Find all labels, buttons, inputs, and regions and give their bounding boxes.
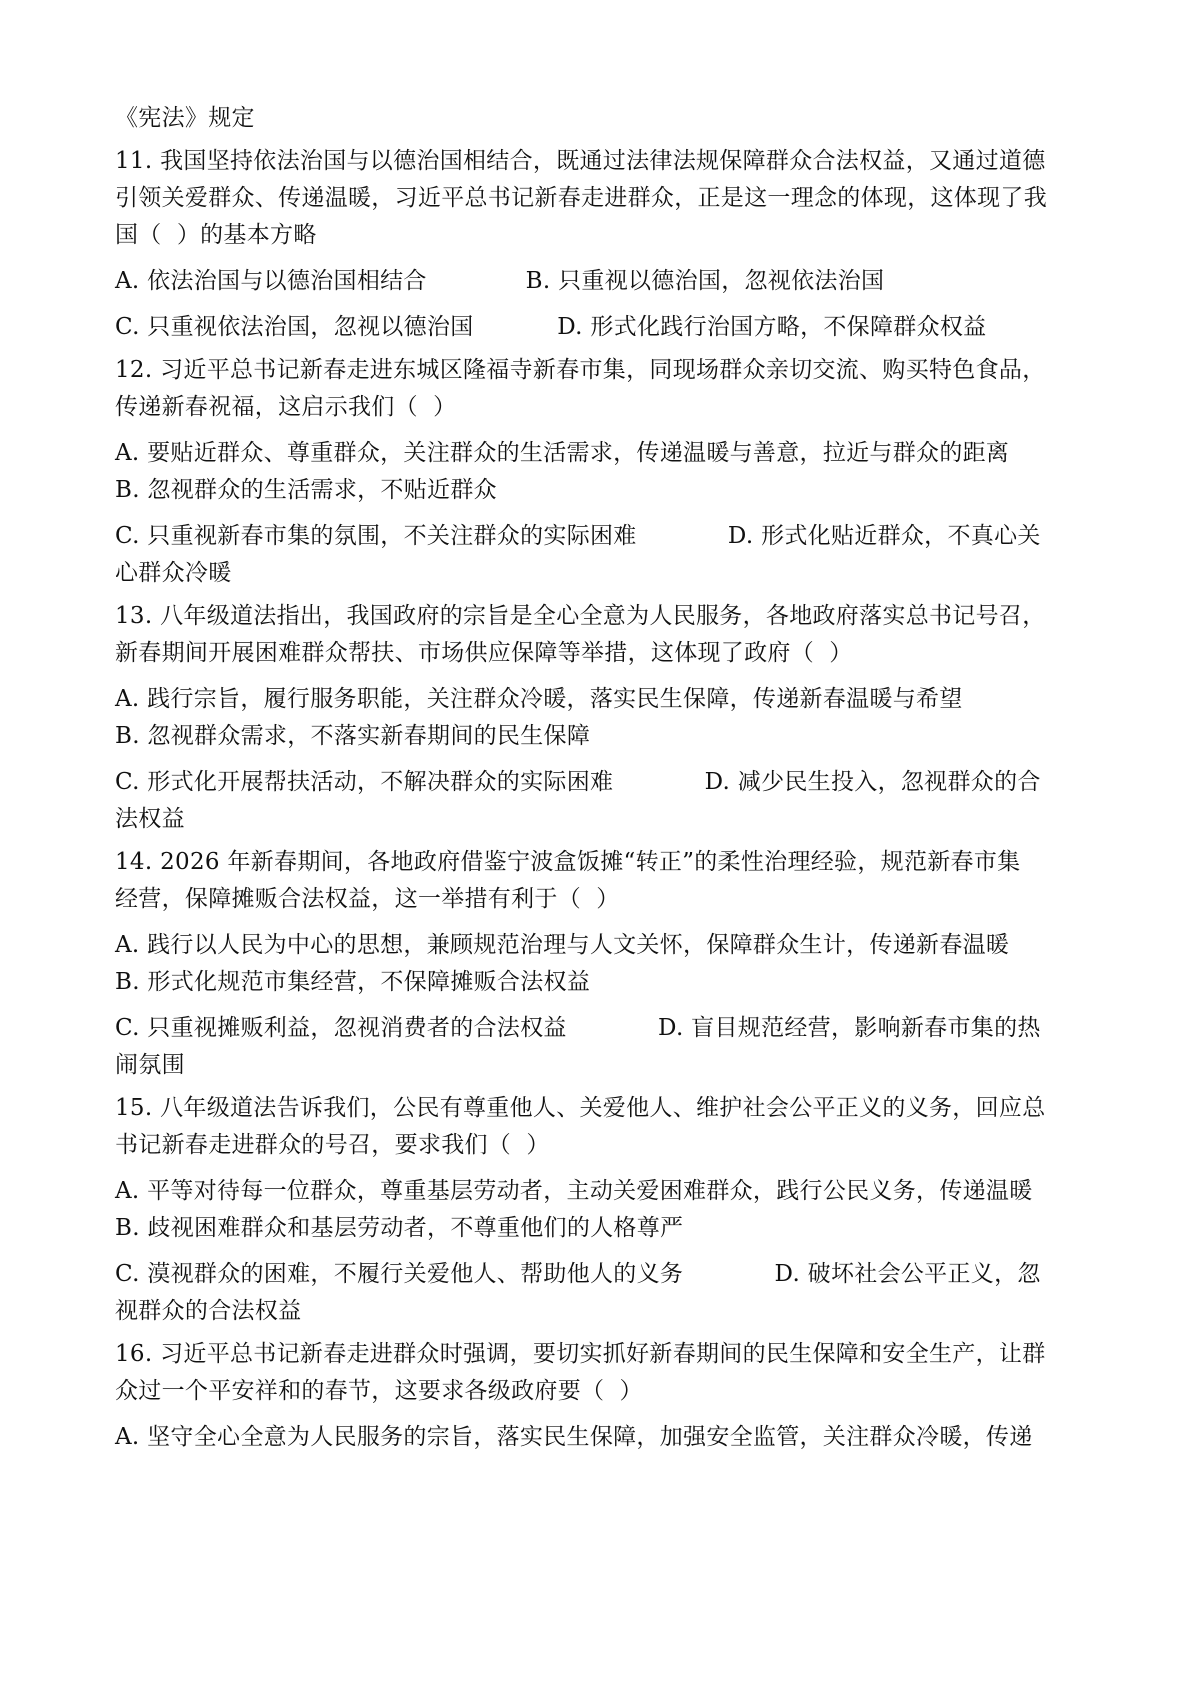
option-line: 心群众冷暖 xyxy=(115,560,232,586)
section-heading: 《宪法》规定 xyxy=(115,105,255,131)
question-stem-line: 书记新春走进群众的号召，要求我们（ ） xyxy=(115,1132,550,1158)
option-line: A. 依法治国与以德治国相结合 B. 只重视以德治国，忽视依法治国 xyxy=(115,268,885,294)
option-line: A. 践行以人民为中心的思想，兼顾规范治理与人文关怀，保障群众生计，传递新春温暖 xyxy=(115,932,1010,958)
question-stem-line: 新春期间开展困难群众帮扶、市场供应保障等举措，这体现了政府（ ） xyxy=(115,640,853,666)
question-stem-line: 11. 我国坚持依法治国与以德治国相结合，既通过法律法规保障群众合法权益，又通过道德 xyxy=(115,148,1046,174)
option-line: A. 平等对待每一位群众，尊重基层劳动者，主动关爱困难群众，践行公民义务，传递温暖 xyxy=(115,1178,1033,1204)
question-stem-line: 众过一个平安祥和的春节，这要求各级政府要（ ） xyxy=(115,1378,643,1404)
option-line: B. 歧视困难群众和基层劳动者，不尊重他们的人格尊严 xyxy=(115,1215,684,1241)
option-line: 闹氛围 xyxy=(115,1052,185,1078)
option-line: B. 忽视群众的生活需求，不贴近群众 xyxy=(115,477,497,503)
question-stem-line: 引领关爱群众、传递温暖，习近平总书记新春走进群众，正是这一理念的体现，这体现了我 xyxy=(115,185,1047,211)
question-stem-line: 16. 习近平总书记新春走进群众时强调，要切实抓好新春期间的民生保障和安全生产，让群 xyxy=(115,1341,1046,1367)
question-stem-line: 14. 2026 年新春期间，各地政府借鉴宁波盒饭摊“转正”的柔性治理经验，规范新春市集 xyxy=(115,849,1021,875)
document-page xyxy=(115,100,1100,1456)
question-11 xyxy=(115,143,1100,346)
option-line: C. 漠视群众的困难，不履行关爱他人、帮助他人的义务 D. 破坏社会公平正义，忽 xyxy=(115,1261,1041,1287)
option-line: 视群众的合法权益 xyxy=(115,1298,302,1324)
question-stem-line: 国（ ）的基本方略 xyxy=(115,222,317,248)
question-stem-line: 15. 八年级道法告诉我们，公民有尊重他人、关爱他人、维护社会公平正义的义务，回应总 xyxy=(115,1095,1046,1121)
question-13 xyxy=(115,598,1100,838)
question-16 xyxy=(115,1336,1100,1456)
question-12 xyxy=(115,352,1100,592)
question-stem-line: 12. 习近平总书记新春走进东城区隆福寺新春市集，同现场群众亲切交流、购买特色食品， xyxy=(115,357,1046,383)
question-14 xyxy=(115,844,1100,1084)
option-line: A. 坚守全心全意为人民服务的宗旨，落实民生保障，加强安全监管，关注群众冷暖，传递 xyxy=(115,1424,1033,1450)
option-line: A. 要贴近群众、尊重群众，关注群众的生活需求，传递温暖与善意，拉近与群众的距离 xyxy=(115,440,1010,466)
question-15 xyxy=(115,1090,1100,1330)
option-line: B. 忽视群众需求，不落实新春期间的民生保障 xyxy=(115,723,591,749)
option-line: C. 只重视新春市集的氛围，不关注群众的实际困难 D. 形式化贴近群众，不真心关 xyxy=(115,523,1041,549)
option-line: C. 只重视依法治国，忽视以德治国 D. 形式化践行治国方略，不保障群众权益 xyxy=(115,314,987,340)
question-stem-line: 传递新春祝福，这启示我们（ ） xyxy=(115,394,457,420)
option-line: A. 践行宗旨，履行服务职能，关注群众冷暖，落实民生保障，传递新春温暖与希望 xyxy=(115,686,963,712)
option-line: C. 只重视摊贩利益，忽视消费者的合法权益 D. 盲目规范经营，影响新春市集的热 xyxy=(115,1015,1041,1041)
question-stem-line: 13. 八年级道法指出，我国政府的宗旨是全心全意为人民服务，各地政府落实总书记号召， xyxy=(115,603,1046,629)
option-line: C. 形式化开展帮扶活动，不解决群众的实际困难 D. 减少民生投入，忽视群众的合 xyxy=(115,769,1041,795)
question-stem-line: 经营，保障摊贩合法权益，这一举措有利于（ ） xyxy=(115,886,620,912)
option-line: 法权益 xyxy=(115,806,185,832)
option-line: B. 形式化规范市集经营，不保障摊贩合法权益 xyxy=(115,969,591,995)
